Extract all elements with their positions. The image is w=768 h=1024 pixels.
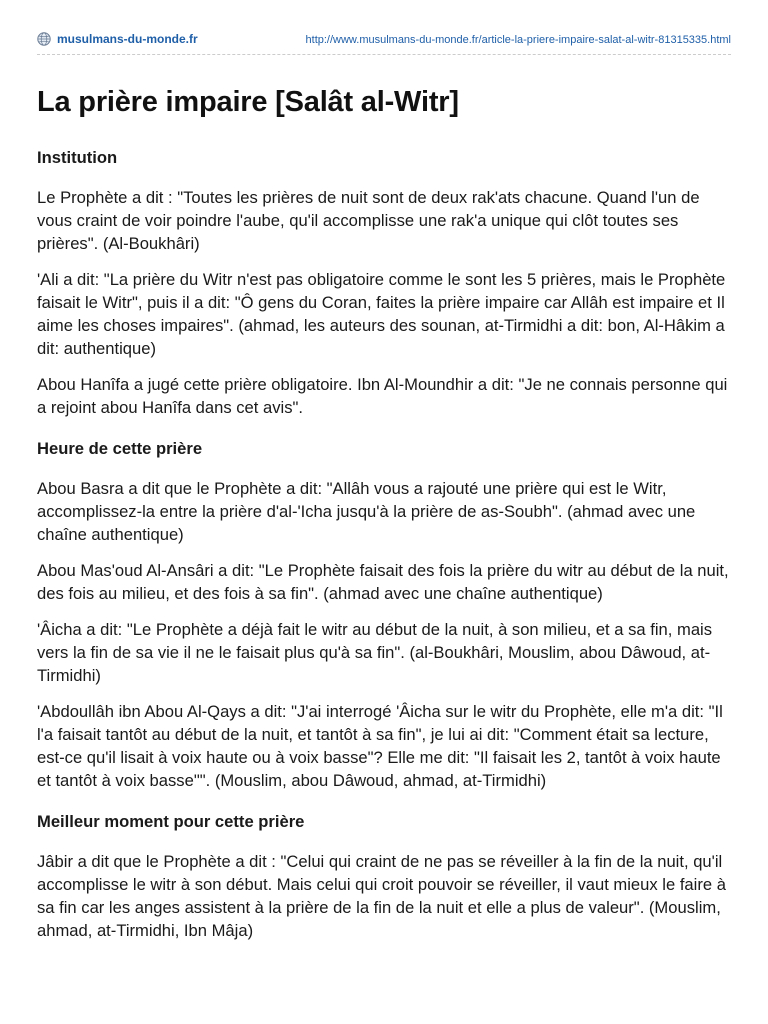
page-header (37, 30, 731, 55)
paragraph: 'Abdoullâh ibn Abou Al-Qays a dit: "J'ai interrogé 'Âicha sur le witr du Prophète, elle m'a dit: "Il l'a faisait tantôt au début de la nuit, et tantôt à sa fin", je lui ai dit: "Comment était sa lecture, est-ce qu'il lisait à voix haute ou à voix basse"? Elle me dit: "Il faisait les 2, tantôt à voix haute et tantôt à voix basse"". (Mouslim, abou Dâwoud, ahmad, at-Tirmidhi) (37, 702, 723, 790)
site-name: musulmans-du-monde.fr (57, 32, 198, 46)
paragraph: 'Ali a dit: "La prière du Witr n'est pas obligatoire comme le sont les 5 prières, mais le Prophète faisait le Witr", puis il a dit: "Ô gens du Coran, faites la prière impaire car Allâh est impaire et Il aime les choses impaires". (ahmad, les auteurs des sounan, at-Tirmidhi a dit: bon, Al-Hâkim a dit: authentique) (37, 270, 726, 358)
paragraph: Abou Mas'oud Al-Ansâri a dit: "Le Prophète faisait des fois la prière du witr au début de la nuit, des fois au milieu, et des fois à sa fin". (ahmad avec une chaîne authentique) (37, 561, 729, 603)
globe-icon (37, 32, 51, 46)
paragraph: 'Âicha a dit: "Le Prophète a déjà fait le witr au début de la nuit, à son milieu, et a sa fin, mais vers la fin de sa vie il ne le faisait plus qu'à sa fin". (al-Boukhâri, Mouslim, abou Dâwoud, at-Tirmidhi) (37, 620, 713, 685)
page-url-link[interactable]: http://www.musulmans-du-monde.fr/article-la-priere-impaire-salat-al-witr-81315335.html (305, 34, 731, 46)
article-title: La prière impaire [Salât al-Witr] (37, 86, 459, 118)
site-link[interactable] (37, 32, 198, 46)
paragraph: Abou Hanîfa a jugé cette prière obligatoire. Ibn Al-Moundhir a dit: "Je ne connais personne qui a rejoint abou Hanîfa dans cet avis". (37, 375, 728, 417)
section-heading-institution: Institution (37, 148, 118, 167)
article-body (37, 146, 731, 955)
paragraph: Le Prophète a dit : "Toutes les prières de nuit sont de deux rak'ats chacune. Quand l'un de vous craint de voir poindre l'aube, qu'il accomplisse une rak'a unique qui clôt toutes ses prières". (Al-Boukhâri) (37, 188, 700, 253)
paragraph: Abou Basra a dit que le Prophète a dit: "Allâh vous a rajouté une prière qui est le Witr, accomplissez-la entre la prière d'al-'Icha jusqu'à la prière de as-Soubh". (ahmad avec une chaîne authentique) (37, 479, 696, 544)
section-heading-meilleur-moment: Meilleur moment pour cette prière (37, 812, 305, 831)
paragraph: Jâbir a dit que le Prophète a dit : "Celui qui craint de ne pas se réveiller à la fin de la nuit, qu'il accomplisse le witr à son début. Mais celui qui croit pouvoir se réveiller, il vaut mieux le faire à sa fin car les anges assistent à la prière de la fin de la nuit et elle a plus de valeur". (Mouslim, ahmad, at-Tirmidhi, Ibn Mâja) (37, 852, 726, 940)
section-heading-heure: Heure de cette prière (37, 439, 203, 458)
